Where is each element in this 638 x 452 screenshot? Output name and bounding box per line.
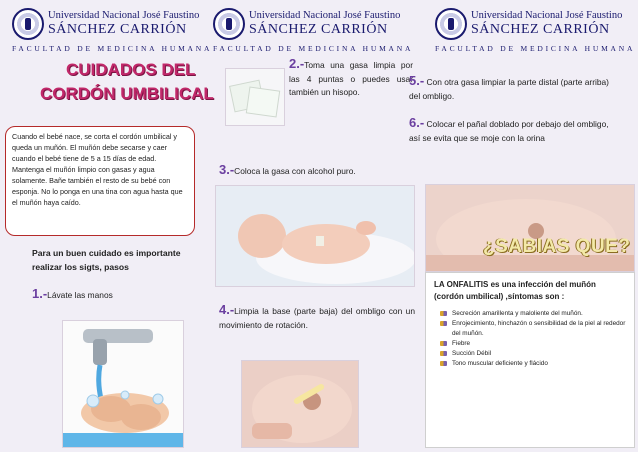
university-surname: SÁNCHEZ CARRIÓN xyxy=(471,22,610,37)
faculty-name: FACULTAD DE MEDICINA HUMANA xyxy=(213,44,414,53)
university-surname: SÁNCHEZ CARRIÓN xyxy=(48,22,187,37)
panel-3 xyxy=(409,0,638,452)
omphalitis-intro: LA ONFALITIS es una infección del muñón (cordón umbilical) ,síntomas son : xyxy=(434,280,596,301)
step-3-number: 3.- xyxy=(219,162,235,177)
university-seal-icon xyxy=(12,8,44,40)
list-item: Enrojecimiento, hinchazón o sensibilidad de la piel al rededor del muñón. xyxy=(440,319,626,339)
gauze-image xyxy=(225,68,285,126)
step-1-number: 1.- xyxy=(32,286,48,301)
umbilical-cleaning-image xyxy=(241,360,359,448)
faculty-name: FACULTAD DE MEDICINA HUMANA xyxy=(435,44,636,53)
university-name: Universidad Nacional José Faustino xyxy=(48,10,200,21)
step-5 xyxy=(409,74,621,103)
info-box xyxy=(5,126,195,236)
step-2-text: Toma una gasa limpia por las 4 puntas o puedes usar también un hisopo. xyxy=(289,60,413,97)
handwashing-image xyxy=(62,320,184,448)
list-item: Tono muscular deficiente y flácido xyxy=(440,359,626,369)
omphalitis-box xyxy=(425,272,635,448)
university-name: Universidad Nacional José Faustino xyxy=(249,10,401,21)
step-6-number: 6.- xyxy=(409,115,425,130)
step-6-text: Colocar el pañal doblado por debajo del ombligo, así se evita que se moje con la orina xyxy=(409,119,609,143)
step-1-text: Lávate las manos xyxy=(47,290,113,300)
symptom-list xyxy=(434,309,626,369)
step-4-number: 4.- xyxy=(219,302,235,317)
step-2 xyxy=(289,57,413,100)
info-text: Cuando el bebé nace, se corta el cordón umbilical y queda un muñón. El muñón debe secarse y caer cuando el bebé tiene de 5 a 15 días de edad. Mantenga el muñón limpio con gasas y agua solamente. Bañe también el resto de su bebé con esponja. No lo ponga en una tina con agua hasta que el muñón haya caído. xyxy=(12,132,183,207)
page-title-line2: CORDÓN UMBILICAL xyxy=(40,84,214,103)
step-6 xyxy=(409,116,615,145)
panel-1 xyxy=(0,0,214,452)
step-3-text: Coloca la gasa con alcohol puro. xyxy=(234,166,356,176)
did-you-know-heading: ¿SABIAS QUE? xyxy=(483,236,631,257)
step-5-text: Con otra gasa limpiar la parte distal (parte arriba) del ombligo. xyxy=(409,77,609,101)
page-title-line1: CUIDADOS DEL xyxy=(66,60,196,79)
step-3 xyxy=(219,163,417,179)
list-item: Fiebre xyxy=(440,339,626,349)
university-surname: SÁNCHEZ CARRIÓN xyxy=(249,22,388,37)
step-1 xyxy=(32,287,202,303)
intro-text: Para un buen cuidado es importante realizar los sigts, pasos xyxy=(32,248,181,272)
faculty-name: FACULTAD DE MEDICINA HUMANA xyxy=(12,44,213,53)
university-seal-icon xyxy=(435,8,467,40)
university-name: Universidad Nacional José Faustino xyxy=(471,10,623,21)
step-5-number: 5.- xyxy=(409,73,425,88)
step-2-number: 2.- xyxy=(289,56,305,71)
baby-image xyxy=(215,185,415,287)
university-seal-icon xyxy=(213,8,245,40)
panel-2 xyxy=(209,0,421,452)
step-4-text: Limpia la base (parte baja) del ombligo con un movimiento de rotación. xyxy=(219,306,415,330)
baby-diaper-image xyxy=(425,184,635,272)
list-item: Succión Débil xyxy=(440,349,626,359)
list-item: Secreción amarillenta y maloliente del muñón. xyxy=(440,309,626,319)
step-4 xyxy=(219,303,415,332)
